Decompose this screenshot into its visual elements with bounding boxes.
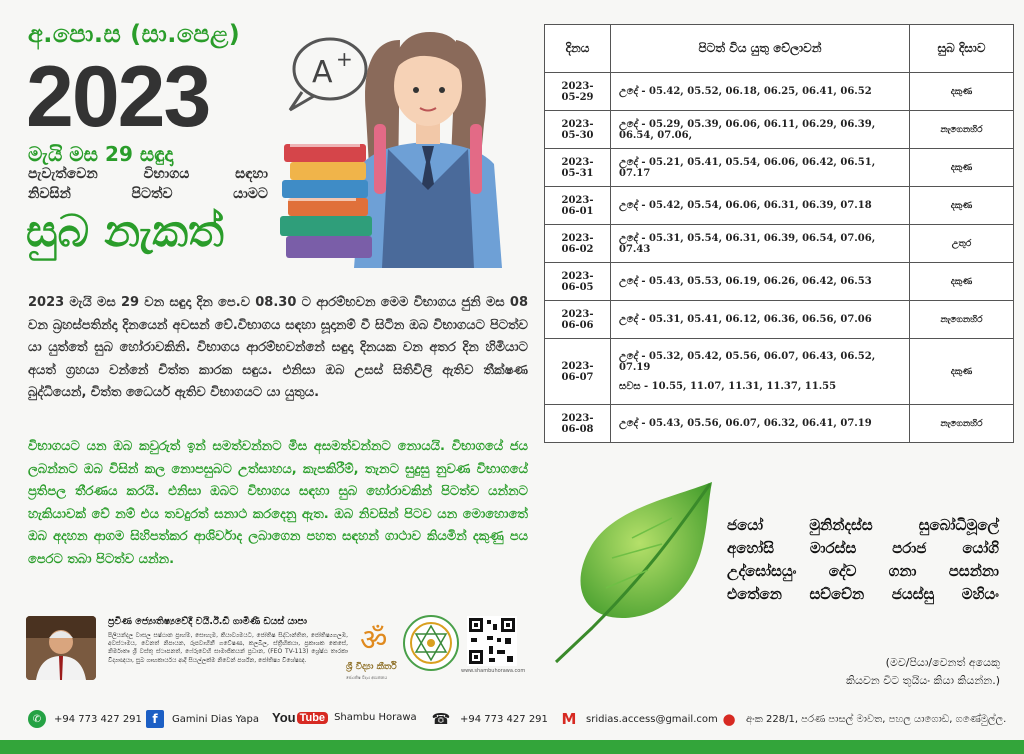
whatsapp-contact[interactable] (28, 710, 142, 728)
row-times: උදේ - 05.21, 05.41, 05.54, 06.06, 06.42, 06.51, 07.17 (611, 149, 910, 187)
row-times (611, 339, 910, 405)
subtitle-line-2: නිවසින් පිටත්ව යාමට (28, 186, 268, 202)
exam-date: මැයි මස 29 සඳුදා (28, 142, 174, 166)
sri-vidya-logo-text: ශ්‍රී විද්‍යා කීර්ති (346, 662, 397, 672)
table-row (545, 405, 1014, 443)
row-direction: දකුණ (910, 263, 1014, 301)
row-date: 2023-06-06 (545, 301, 611, 339)
row-direction: දකුණ (910, 339, 1014, 405)
books-icon (280, 144, 372, 258)
note-line: කියවන විට තුයියං කියා කියන්න.) (846, 674, 1000, 687)
sri-vidya-logo-subtext: ජ්‍යොතිෂ විද්‍යා ආයතනය (346, 675, 388, 680)
astrologer-bio: පිලියන්දල වාසල සෂ්ඨාන ප්‍රාහ්ම, සොහැම, කියාව්‍යමයට, ජෝතිෂ සිද්ධාන්තිත, ජෝතිෂ්‍යගලඹ, අවස්ථාමය, වෙනත් නිපායන, රූපවාහිනී ගවේෂණ, කලබිල, ස්ත්‍රීහිකයා, ප්‍රකාශක කෙසේ, නිර්මාතෘ ශ්‍රී වස්තු ස්ථාපනත්, ෆේරුවෙහි සාමාජිකයන් ප්‍රධාන, (FEO TV-113) ශ්‍රේෂ්ඨ තාරකා විද්‍යාඥයා, සුබ ගෘහකාර්යය ආදී සියල්ලක්ම නිවෙන් පර්ශ්න, ජෝතිෂ්‍ය විශේෂඥ. (108, 632, 348, 664)
table-header-row (545, 25, 1014, 73)
header-times: පිටත් විය යුතු වේලාවන් (611, 25, 910, 73)
row-times-morning: උදේ - 05.32, 05.42, 05.56, 06.07, 06.43, 06.52, 07.19 (619, 351, 876, 373)
astrologer-name: ප්‍රවීණ ජ්‍යොතිෂ්‍යවේදී වයි.ඊ.ඩී ගාමිණී ඩයස් යාපා (108, 616, 307, 627)
postal-address: අංක 228/1, පරණ පාසල් මාවත, පහල යාගොඩ, ගණේමුල්ල. (746, 713, 1007, 725)
note-line: (මව/පියා/වෙනත් අයෙකු (885, 656, 1000, 669)
om-glyph: ॐ (360, 623, 388, 658)
youtube-icon (272, 710, 328, 725)
svg-text:+: + (336, 47, 353, 71)
table-row (545, 225, 1014, 263)
phone-number: +94 773 427 291 (460, 713, 548, 725)
row-direction: දකුණ (910, 149, 1014, 187)
row-times: උදේ - 05.31, 05.54, 06.31, 06.39, 06.54, 07.06, 07.43 (611, 225, 910, 263)
svg-text:A: A (312, 55, 333, 90)
astrologer-avatar (26, 616, 96, 680)
row-date: 2023-05-30 (545, 111, 611, 149)
row-date: 2023-06-02 (545, 225, 611, 263)
qr-code-icon (467, 616, 517, 666)
row-date: 2023-06-08 (545, 405, 611, 443)
exam-tag: අ.පො.ස (සා.පෙළ) (28, 20, 241, 48)
row-date: 2023-05-31 (545, 149, 611, 187)
youtube-you: You (272, 710, 296, 725)
table-row (545, 301, 1014, 339)
website-url: www.shambuhorawa.com (461, 668, 526, 674)
row-times: උදේ - 05.43, 05.56, 06.07, 06.32, 06.41, 07.19 (611, 405, 910, 443)
row-direction: උතුර (910, 225, 1014, 263)
intro-paragraph: 2023 මැයි මස 29 වන සඳුදා දින පෙ.ව 08.30 ට ආරම්භවන මෙම විභාගය ජුනි මස 08 වන බ්‍රහස්පතින්දා දිනයෙන් අවසන් වේ.විභාගය සඳහා සූදානම් වී සිටින ඔබ විභාගයට පිටත්ව යා යුත්තේ සුබ හෝරාවකිනි. විභාගය ආරම්භවන්නේ සඳුදා දිනයක වන අතර දින හිමියාට අයත් ග්‍රහයා වන්නේ චිත්ත කාරක සඳුය. එනිසා ඔබ උසස් සිතිවිලි ඇතිව තීක්ෂණ බුද්ධියෙන්, චිත්ත ධෛර්ය ඇතිව විභාගයට යා යුතුය. (28, 295, 528, 400)
mandala-logo-icon (402, 614, 460, 672)
table-row (545, 73, 1014, 111)
table-row (545, 187, 1014, 225)
row-direction: නැගෙනහිර (910, 301, 1014, 339)
youtube-link[interactable] (272, 710, 417, 725)
location-pin-icon: ● (722, 710, 736, 728)
facebook-link[interactable] (146, 710, 259, 728)
row-direction: නැගෙනහිර (910, 111, 1014, 149)
gatha-note (740, 654, 1000, 690)
table-row (545, 339, 1014, 405)
row-direction: දකුණ (910, 187, 1014, 225)
row-date: 2023-06-07 (545, 339, 611, 405)
bottom-green-bar (0, 740, 1024, 754)
advice-paragraph: විභාගයට යන ඔබ කවුරුත් ඉන් සමත්වන්නට මිස අසමත්වන්නට නොයයි. විභාගයේ ජය ලබන්නට ඔබ විසින් කල නොපසුබට උත්සාහය, කැපකිරීම්, තැනට සුදුසු නුවණ විභාගයේ ප්‍රතිපල තීරණය කරයි. එනිසා ඔබට විභාගය සඳහා සුබ හෝරාවකින් පිටත්ව යන්නට හැකියාවක් වේ නම් එය තවදුරත් සනාථ කරදෙනු ඇත. ඔබ නිවසින් පිටව යන මොහොතේ ඔබ අදහන ආගම සිහිපත්කර ආශිර්වාද ලබාගෙන පහත සඳහන් ගාථාව කියමින් දකුණු පය පෙරට තබා පිටත්ව යන්න. (28, 439, 528, 567)
table-row (545, 111, 1014, 149)
exam-year: 2023 (26, 49, 210, 145)
table-row (545, 263, 1014, 301)
row-times: උදේ - 05.31, 05.41, 06.12, 06.36, 06.56, 07.06 (611, 301, 910, 339)
header-direction: සුබ දිසාව (910, 25, 1014, 73)
phone-contact[interactable] (430, 710, 548, 728)
row-date: 2023-05-29 (545, 73, 611, 111)
header-date: දිනය (545, 25, 611, 73)
whatsapp-icon: ✆ (28, 710, 46, 728)
row-direction: නැගෙනහිර (910, 405, 1014, 443)
row-date: 2023-06-05 (545, 263, 611, 301)
auspicious-times-table (544, 24, 1014, 443)
youtube-channel: Shambu Horawa (334, 712, 417, 723)
subtitle-line-1: පැවැත්වෙන විභාගය සඳහා (28, 166, 268, 182)
whatsapp-number: +94 773 427 291 (54, 713, 142, 725)
page-title: සුබ නැකත් (26, 206, 224, 257)
facebook-name: Gamini Dias Yapa (172, 713, 260, 725)
row-times: උදේ - 05.42, 05.52, 06.18, 06.25, 06.41, 06.52 (611, 73, 910, 111)
gatha-line: එතේනෙ සච්චේන ජයස්සු මහියං (727, 585, 999, 603)
gatha-line: අහෝසි මාරස්ස පරාජ යෝගි (727, 539, 999, 557)
gatha-line: ජයෝ මුනින්දස්ස සුබෝධිමූලේ (727, 516, 999, 534)
gatha-verse (727, 514, 999, 606)
youtube-tube: Tube (297, 712, 328, 724)
om-icon (354, 618, 394, 658)
row-direction: දකුණ (910, 73, 1014, 111)
telephone-icon: ☎ (431, 710, 451, 728)
email-contact[interactable] (560, 710, 718, 728)
facebook-icon: f (146, 710, 164, 728)
a-plus-icon (290, 39, 366, 110)
contact-footer (0, 704, 1024, 734)
row-times: උදේ - 05.43, 05.53, 06.19, 06.26, 06.42, 06.53 (611, 263, 910, 301)
gatha-line: උද්ඝෝසයුං දේව ගනා පසන්නා (727, 562, 999, 580)
row-times: උදේ - 05.29, 05.39, 06.06, 06.11, 06.29, 06.39, 06.54, 07.06, (611, 111, 910, 149)
address-contact (720, 710, 1006, 728)
table-row (545, 149, 1014, 187)
bodhi-leaf-icon (552, 478, 722, 666)
row-times: උදේ - 05.42, 05.54, 06.06, 06.31, 06.39, 07.18 (611, 187, 910, 225)
row-date: 2023-06-01 (545, 187, 611, 225)
gmail-icon: M (561, 710, 577, 728)
row-times-evening: සවස - 10.55, 11.07, 11.31, 11.37, 11.55 (619, 381, 837, 392)
email-address: sridias.access@gmail.com (586, 713, 718, 725)
student-illustration (270, 14, 530, 268)
